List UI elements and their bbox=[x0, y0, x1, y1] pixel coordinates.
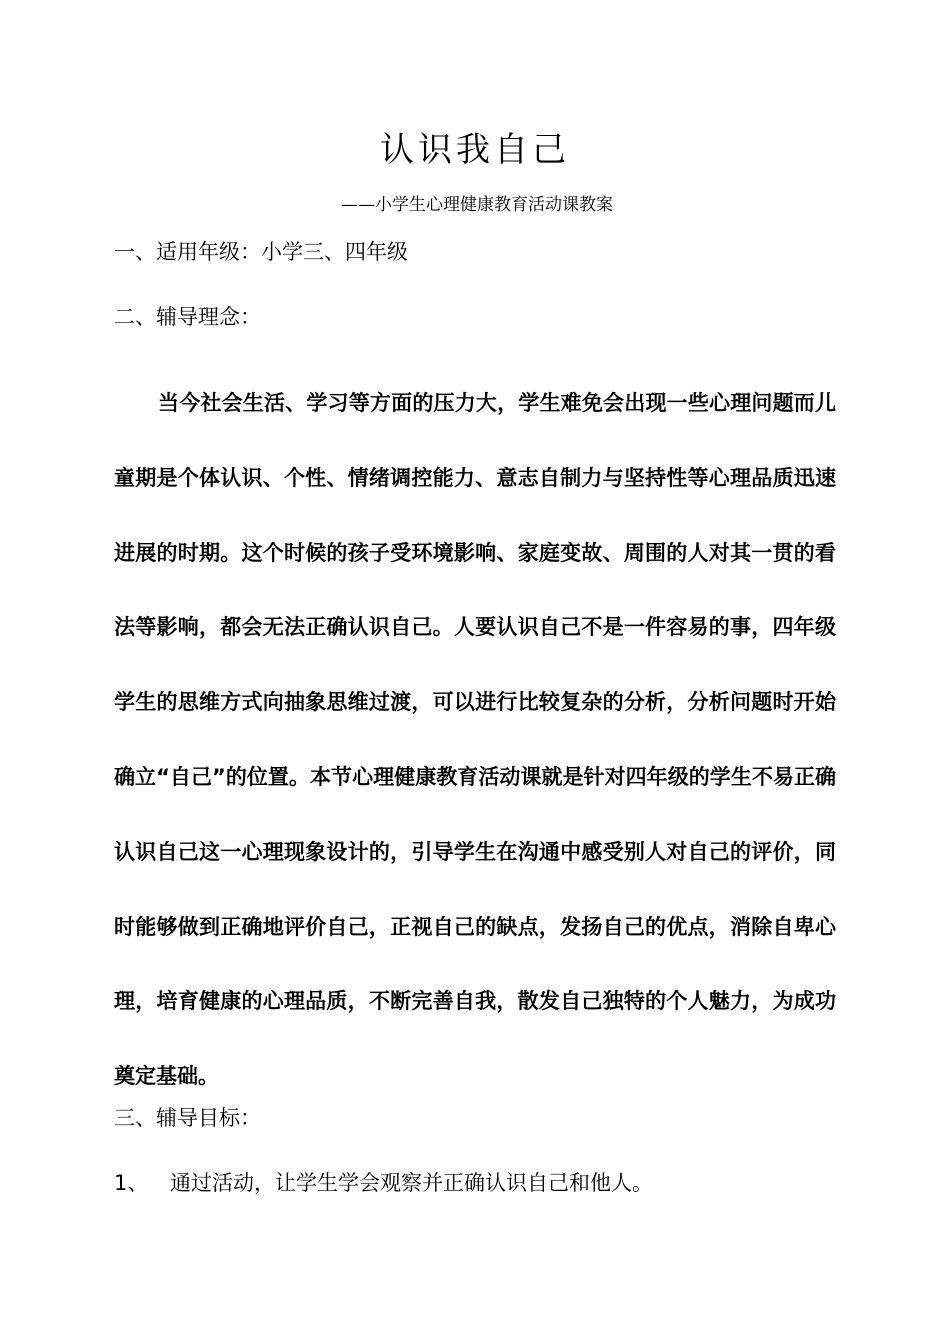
goal-item bbox=[114, 1168, 653, 1198]
rationale-paragraph: 当今社会生活、学习等方面的压力大，学生难免会出现一些心理问题而儿童期是个体认识、个性、情绪调控能力、意志自制力与坚持性等心理品质迅速进展的时期。这个时候的孩子受环境影响、家庭变故、周围的人对其一贯的看法等影响，都会无法正确认识自己。人要认识自己不是一件容易的事，四年级学生的思维方式向抽象思维过渡，可以进行比较复杂的分析，分析问题时开始确立“自己”的位置。本节心理健康教育活动课就是针对四年级的学生不易正确认识自己这一心理现象设计的，引导学生在沟通中感受别人对自己的评价，同时能够做到正确地评价自己，正视自己的缺点，发扬自己的优点，消除自卑心理，培育健康的心理品质，不断完善自我，散发自己独特的个人魅力，为成功奠定基础。 bbox=[114, 391, 836, 1089]
goal-item-text: 通过活动，让学生学会观察并正确认识自己和他人。 bbox=[170, 1171, 653, 1195]
goal-item-number: 1、 bbox=[114, 1171, 149, 1195]
section-heading-goals: 三、辅导目标： bbox=[114, 1106, 261, 1130]
subtitle-text: ——小学生心理健康教育活动课教案 bbox=[341, 195, 613, 215]
document-title: 认识我自己 bbox=[380, 130, 570, 170]
section-heading-grade: 一、适用年级：小学三、四年级 bbox=[114, 240, 408, 264]
section-heading-rationale: 二、辅导理念： bbox=[114, 305, 261, 329]
document-subtitle bbox=[0, 193, 950, 217]
